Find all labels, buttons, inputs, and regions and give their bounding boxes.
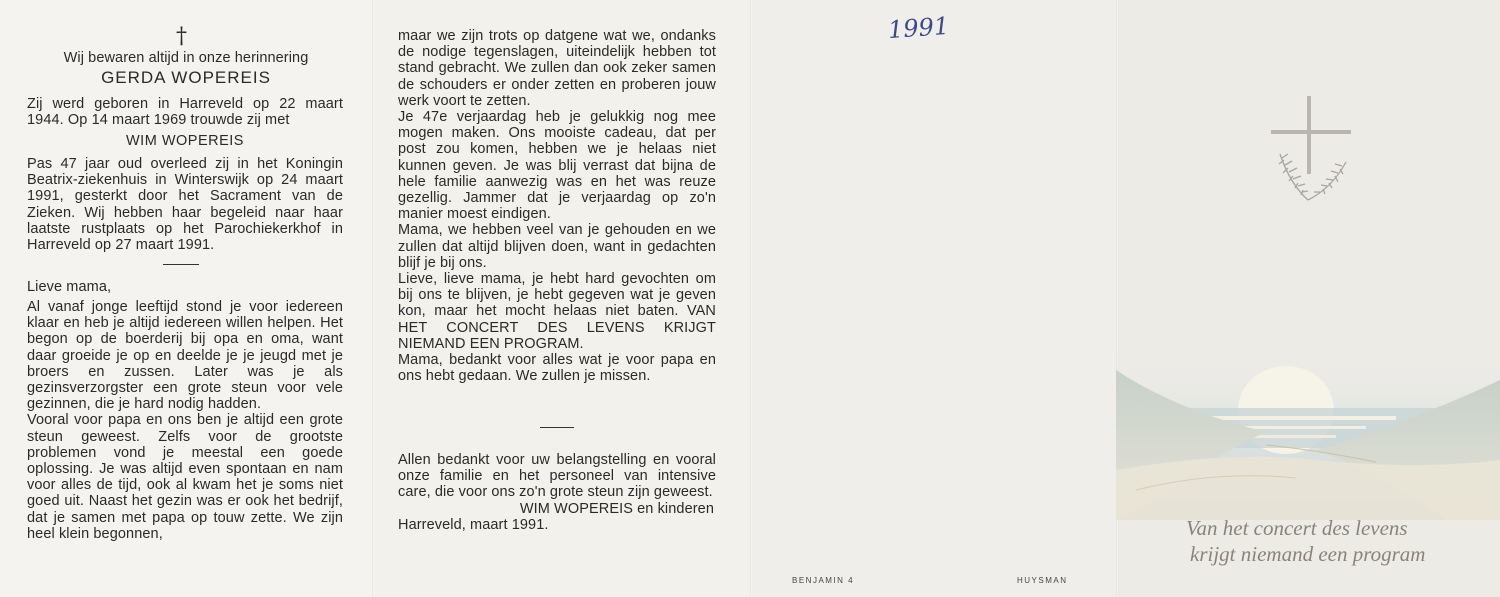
blank-panel [750,0,1116,597]
letter-paragraph: maar we zijn trots op datgene wat we, ondanks de nodige tegenslagen, uiteindelijk hebben tot stand gebracht. We zullen dan ook zeker samen de schouders er onder zetten en proberen jouw werk voort te zetten. [398,28,716,109]
letter-text-middle [398,28,716,384]
deceased-name: GERDA WOPEREIS [101,68,271,87]
fold-line [750,0,752,597]
cover-motto [1186,515,1486,567]
intro-line: Wij bewaren altijd in onze herinnering [63,50,309,66]
place-date: Harreveld, maart 1991. [398,516,549,533]
fold-line [372,0,374,597]
letter-paragraph: Je 47e verjaardag heb je gelukkig nog mee mogen maken. Ons mooiste cadeau, dat per post zou komen, hebben we je helaas niet kunnen geven. Je was blij verrast dat bijna de hele familie aanwezig was en het was reuze gezellig. Jammer dat je verjaardag op zo'n manier moest eindigen. [398,109,716,223]
salutation: Lieve mama, [27,279,112,295]
printer-mark: BENJAMIN 4 [792,576,855,585]
death-text: Pas 47 jaar oud overleed zij in het Koningin Beatrix-ziekenhuis in Winterswijk op 24 maart 1991, gesterkt door het Sacrament van de Zieken. Wij hebben haar begeleid naar haar laatste rustplaats op het Parochiekerkhof in Harreveld op 27 maart 1991. [27,156,343,254]
letter-text-left [27,299,343,542]
cross-icon: † [176,24,187,49]
motto-line: krijgt niemand een program [1190,542,1426,566]
letter-paragraph: Mama, we hebben veel van je gehouden en we zullen dat altijd blijven doen, want in gedachten blijf je bij ons. [398,222,716,271]
letter-paragraph: Lieve, lieve mama, je hebt hard gevochten om bij ons te blijven, je hebt gegeven wat je geven kon, maar het mocht helaas niet baten. VAN HET CONCERT DES LEVENS KRIJGT NIEMAND EEN PROGRAM. [398,271,716,352]
motto-line: Van het concert des levens [1186,516,1408,540]
spouse-name: WIM WOPEREIS [126,133,244,149]
handwritten-year: 1991 [887,11,950,45]
thanks-block [398,452,716,533]
birth-marriage-text: Zij werd geboren in Harreveld op 22 maart 1944. Op 14 maart 1969 trouwde zij met [27,96,343,129]
letter-paragraph: Mama, bedankt voor alles wat je voor papa en ons hebt gedaan. We zullen je missen. [398,352,716,385]
signature: WIM WOPEREIS en kinderen [519,500,714,517]
cross-with-palm-icon [1262,92,1362,212]
letter-paragraph: Al vanaf jonge leeftijd stond je voor iedereen klaar en heb je altijd iedereen willen helpen. Het begon op de boerderij bij opa en oma, want daar groeide je op en deelde je je jeugd met je broers en zussen. Later was je als gezinsverzorgster een grote steun voor vele gezinnen, die je hard nodig hadden. [27,299,343,413]
printer-mark: HUYSMAN [1017,576,1068,585]
letter-paragraph: Vooral voor papa en ons ben je altijd een grote steun geweest. Zelfs voor de grootste problemen vond je meestal een goede oplossing. Je was altijd even spontaan en nam voor alles de tijd, ook al kwam het je soms niet goed uit. Naast het gezin was er ook het bedrijf, dat je samen met papa op touw zette. We zijn heel klein begonnen, [27,412,343,542]
divider [540,427,574,428]
divider [163,264,199,265]
sunset-sea-illustration [1116,350,1500,520]
thanks-text: Allen bedankt voor uw belangstelling en vooral onze familie en het personeel van intensive care, die voor ons zo'n grote steun zijn geweest. [398,452,716,501]
